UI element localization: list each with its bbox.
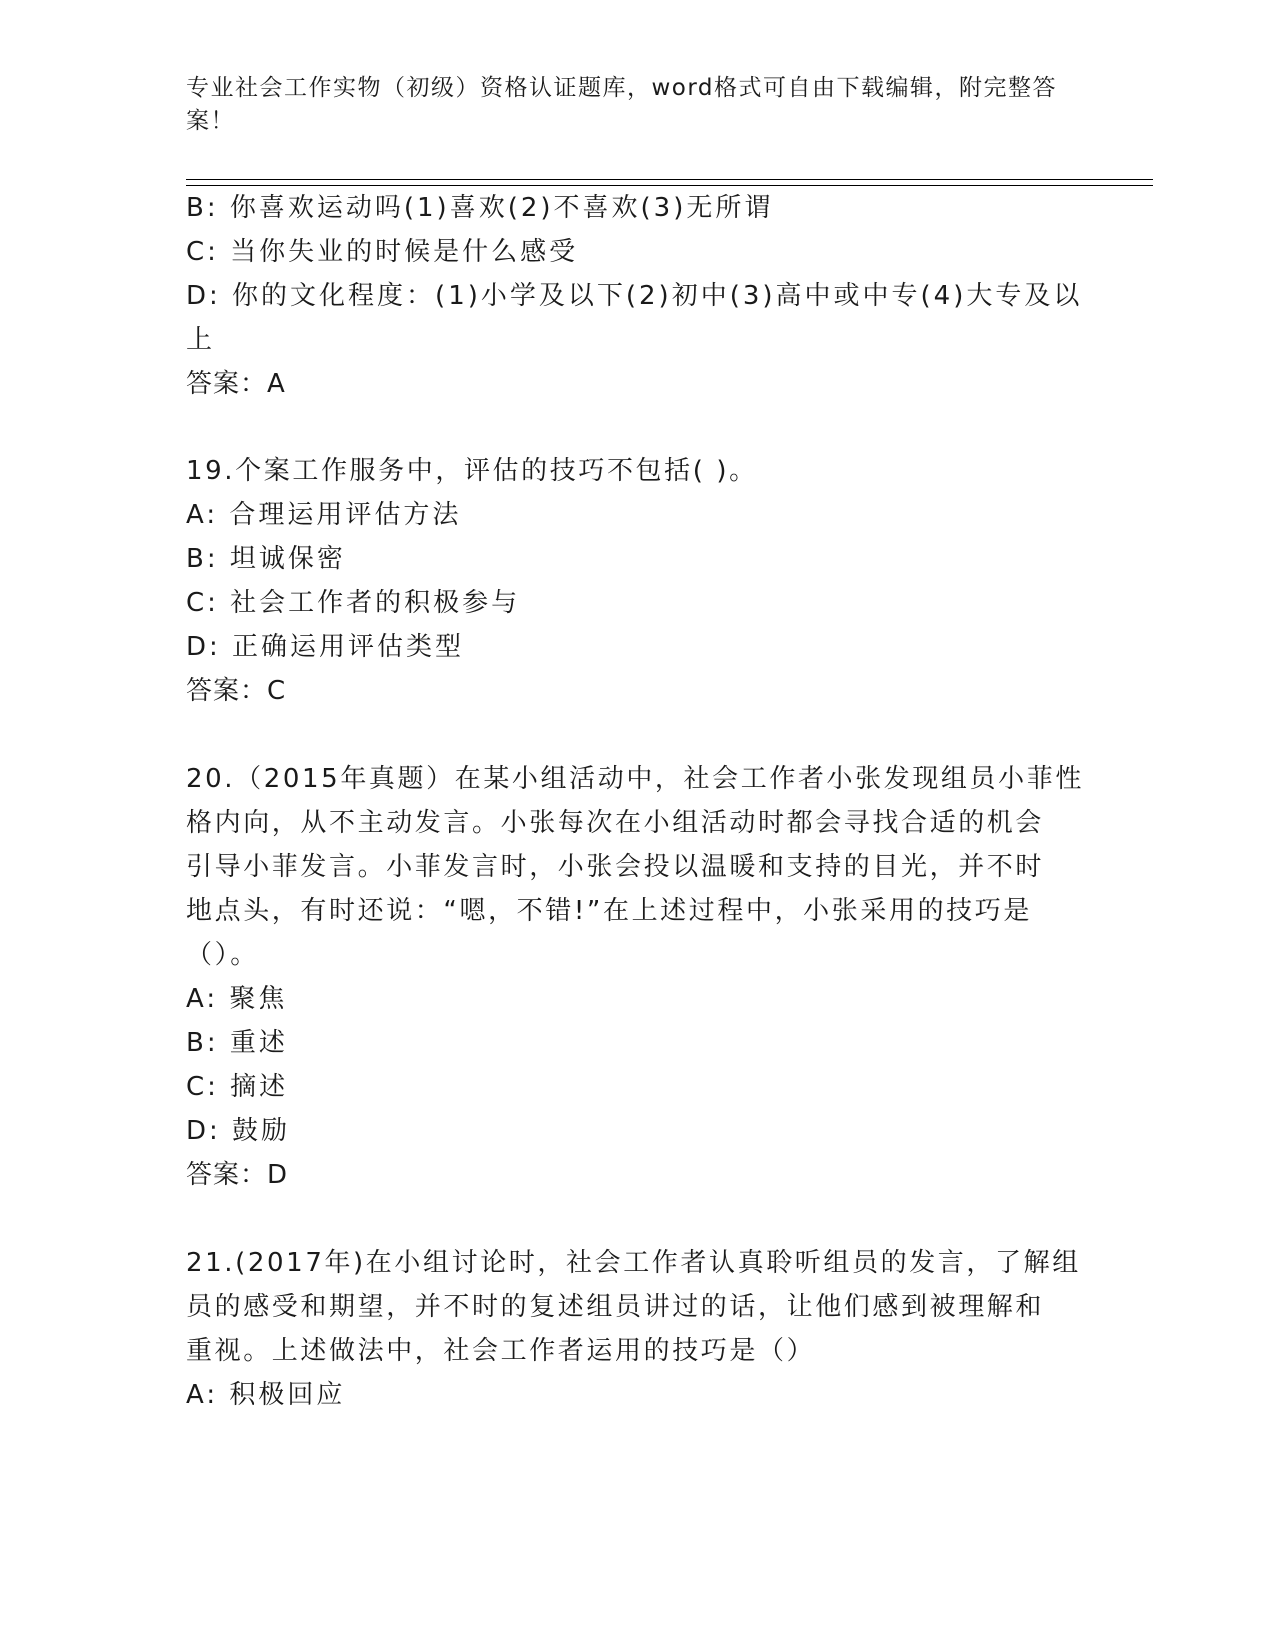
q19-question: 19.个案工作服务中，评估的技巧不包括( )。	[186, 456, 758, 486]
q18-option-c: C: 当你失业的时候是什么感受	[186, 237, 579, 267]
q20-option-c: C: 摘述	[186, 1072, 289, 1102]
q18-option-b: B: 你喜欢运动吗(1)喜欢(2)不喜欢(3)无所谓	[186, 193, 774, 223]
q19-option-b: B: 坦诚保密	[186, 544, 346, 574]
q21-question-line2: 员的感受和期望，并不时的复述组员讲过的话，让他们感到被理解和	[186, 1292, 1045, 1322]
q20-option-a: A: 聚焦	[186, 984, 288, 1014]
q18-option-d-line2: 上	[186, 325, 216, 355]
q20-answer: 答案：D	[186, 1160, 289, 1190]
q20-question-line4: 地点头，有时还说：“嗯，不错!”在上述过程中，小张采用的技巧是	[186, 896, 1032, 926]
q19-option-a: A: 合理运用评估方法	[186, 500, 462, 530]
q21-option-a: A: 积极回应	[186, 1380, 346, 1410]
q18-option-d-line1: D: 你的文化程度：(1)小学及以下(2)初中(3)高中或中专(4)大专及以	[186, 281, 1083, 311]
q18-answer: 答案：A	[186, 369, 286, 399]
header-divider-top	[186, 179, 1153, 180]
q19-option-d: D: 正确运用评估类型	[186, 632, 465, 662]
q20-question-line1: 20.（2015年真题）在某小组活动中，社会工作者小张发现组员小菲性	[186, 764, 1084, 794]
q21-question-line3: 重视。上述做法中，社会工作者运用的技巧是（）	[186, 1336, 816, 1366]
q20-option-b: B: 重述	[186, 1028, 288, 1058]
document-header: 专业社会工作实物（初级）资格认证题库，word格式可自由下载编辑，附完整答案！	[186, 75, 1058, 134]
header-divider-bottom	[186, 185, 1153, 186]
q20-option-d: D: 鼓励	[186, 1116, 291, 1146]
q20-question-line3: 引导小菲发言。小菲发言时，小张会投以温暖和支持的目光，并不时	[186, 852, 1045, 882]
q20-question-line5: （）。	[186, 940, 259, 970]
q19-option-c: C: 社会工作者的积极参与	[186, 588, 521, 618]
q19-answer: 答案：C	[186, 676, 287, 706]
q21-question-line1: 21.(2017年)在小组讨论时，社会工作者认真聆听组员的发言，了解组	[186, 1248, 1081, 1278]
q20-question-line2: 格内向，从不主动发言。小张每次在小组活动时都会寻找合适的机会	[186, 808, 1045, 838]
